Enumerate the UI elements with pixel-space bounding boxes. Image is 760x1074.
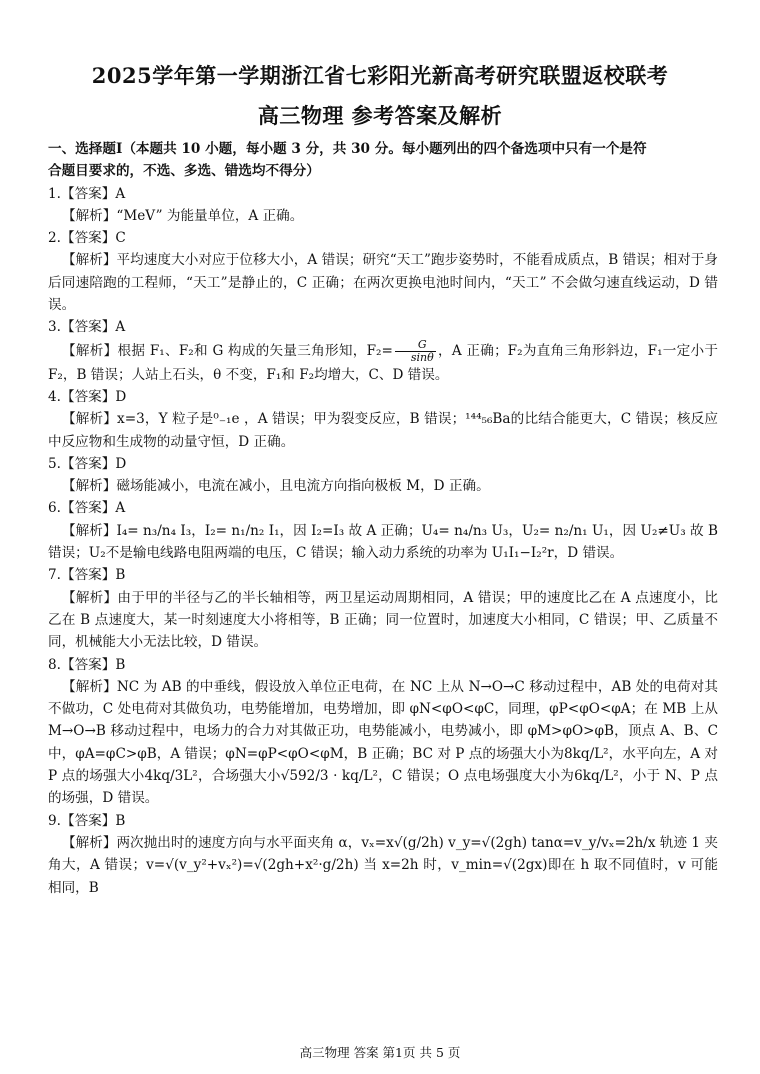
q1-explanation: 【解析】“MeV” 为能量单位，A 正确。 (62, 207, 304, 224)
q3-exp-part-b: ，A 正确；F₂为直角三角形斜边，F₁一定小于 F₂，B 错误；人站上石头，θ 不变，F₁和 F₂均增大，C、D 错误。 (48, 342, 718, 383)
q1-answer: 1.【答案】A (48, 185, 126, 202)
q2-explanation: 【解析】平均速度大小对应于位移大小，A 错误；研究“天工”跑步姿势时，不能看成质点，B 错误；相对于身后同速陪跑的工程师，“天工”是静止的，C 正确；在两次更换电池时间内，“天工” 不会做匀速直线运动，D 错误。 (48, 252, 718, 314)
q6-answer: 6.【答案】A (48, 500, 126, 517)
q8-answer: 8.【答案】B (48, 656, 126, 673)
q4-answer: 4.【答案】D (48, 388, 127, 405)
q3-explanation (48, 339, 718, 386)
q8-explanation: 【解析】NC 为 AB 的中垂线，假设放入单位正电荷，在 NC 上从 N→O→C 移动过程中，AB 处的电荷对其不做功，C 处电荷对其做负功，电势能增加，电势增加，即 φN<φO<φC，同理，φP<φO<φA；在 MB 上从 M→O→B 移动过程中，电场力的合力对其做正功，电势能减小，电势减小，即 φM>φO>φB，顶点 A、B、C 中，φA=φC>φB，A 错误；φN=φP<φO<φM，B 正确；BC 对 P 点的场强大小为8kq/L²，水平向左，A 对 P 点的场强大小4kq/3L²，合场强大小√592/3 · kq/L²，C 错误；O 点电场强度大小为6kq/L²，小于 N、P 点的场强，D 错误。 (48, 678, 718, 807)
document-title: 2025学年第一学期浙江省七彩阳光新高考研究联盟返校联考 (91, 63, 669, 88)
q3-frac-numerator: G (395, 339, 436, 352)
q6-explanation: 【解析】I₄= n₃/n₄ I₃，I₂= n₁/n₂ I₁，因 I₂=I₃ 故 A 正确；U₄= n₄/n₃ U₃，U₂= n₂/n₁ U₁，因 U₂≠U₃ 故 B 错误；U₂不是输电线路电阻两端的电压，C 错误；输入动力系统的功率为 U₁I₁−I₂²r，D 错误。 (48, 522, 718, 562)
q4-explanation: 【解析】x=3，Y 粒子是⁰₋₁e ，A 错误；甲为裂变反应，B 错误；¹⁴⁴₅₆Ba的比结合能更大，C 错误；核反应中反应物和生成物的动量守恒，D 正确。 (48, 411, 718, 450)
q3-frac-denominator: sinθ (410, 350, 434, 364)
section-heading (48, 138, 718, 183)
q3-answer: 3.【答案】A (48, 319, 126, 336)
q5-explanation: 【解析】磁场能减小，电流在减小，且电流方向指向极板 M，D 正确。 (62, 478, 490, 495)
answer-body (48, 138, 718, 899)
q9-answer: 9.【答案】B (48, 812, 126, 829)
q3-fraction (395, 339, 436, 364)
q3-exp-part-a: 【解析】根据 F₁、F₂和 G 构成的矢量三角形知，F₂= (62, 342, 393, 359)
page-footer: 高三物理 答案 第1页 共 5 页 (299, 1045, 461, 1060)
q5-answer: 5.【答案】D (48, 455, 127, 472)
document-subtitle: 高三物理 参考答案及解析 (257, 103, 503, 128)
section-heading-line1: 一、选择题Ⅰ（本题共 10 小题，每小题 3 分，共 30 分。每小题列出的四个备选项中只有一个是符 (48, 141, 647, 157)
q9-explanation: 【解析】两次抛出时的速度方向与水平面夹角 α，vₓ=x√(g/2h) v_y=√(2gh) tanα=v_y/vₓ=2h/x 轨迹 1 夹角大，A 错误；v=√(v_y²+vₓ²)=√(2gh+x²·g/2h) 当 x=2h 时，v_min=√(2gx)即在 h 取不同值时，v 可能相同，B (48, 834, 718, 896)
section-heading-line2: 合题目要求的，不选、多选、错选均不得分） (48, 163, 320, 180)
q7-answer: 7.【答案】B (48, 567, 126, 584)
q2-answer: 2.【答案】C (48, 230, 126, 247)
q7-explanation: 【解析】由于甲的半径与乙的半长轴相等，两卫星运动周期相同，A 错误；甲的速度比乙在 A 点速度小，比乙在 B 点速度大，某一时刻速度大小将相等，B 正确；同一位置时，加速度大小相同，C 错误；甲、乙质量不同，机械能大小无法比较，D 错误。 (48, 589, 718, 651)
